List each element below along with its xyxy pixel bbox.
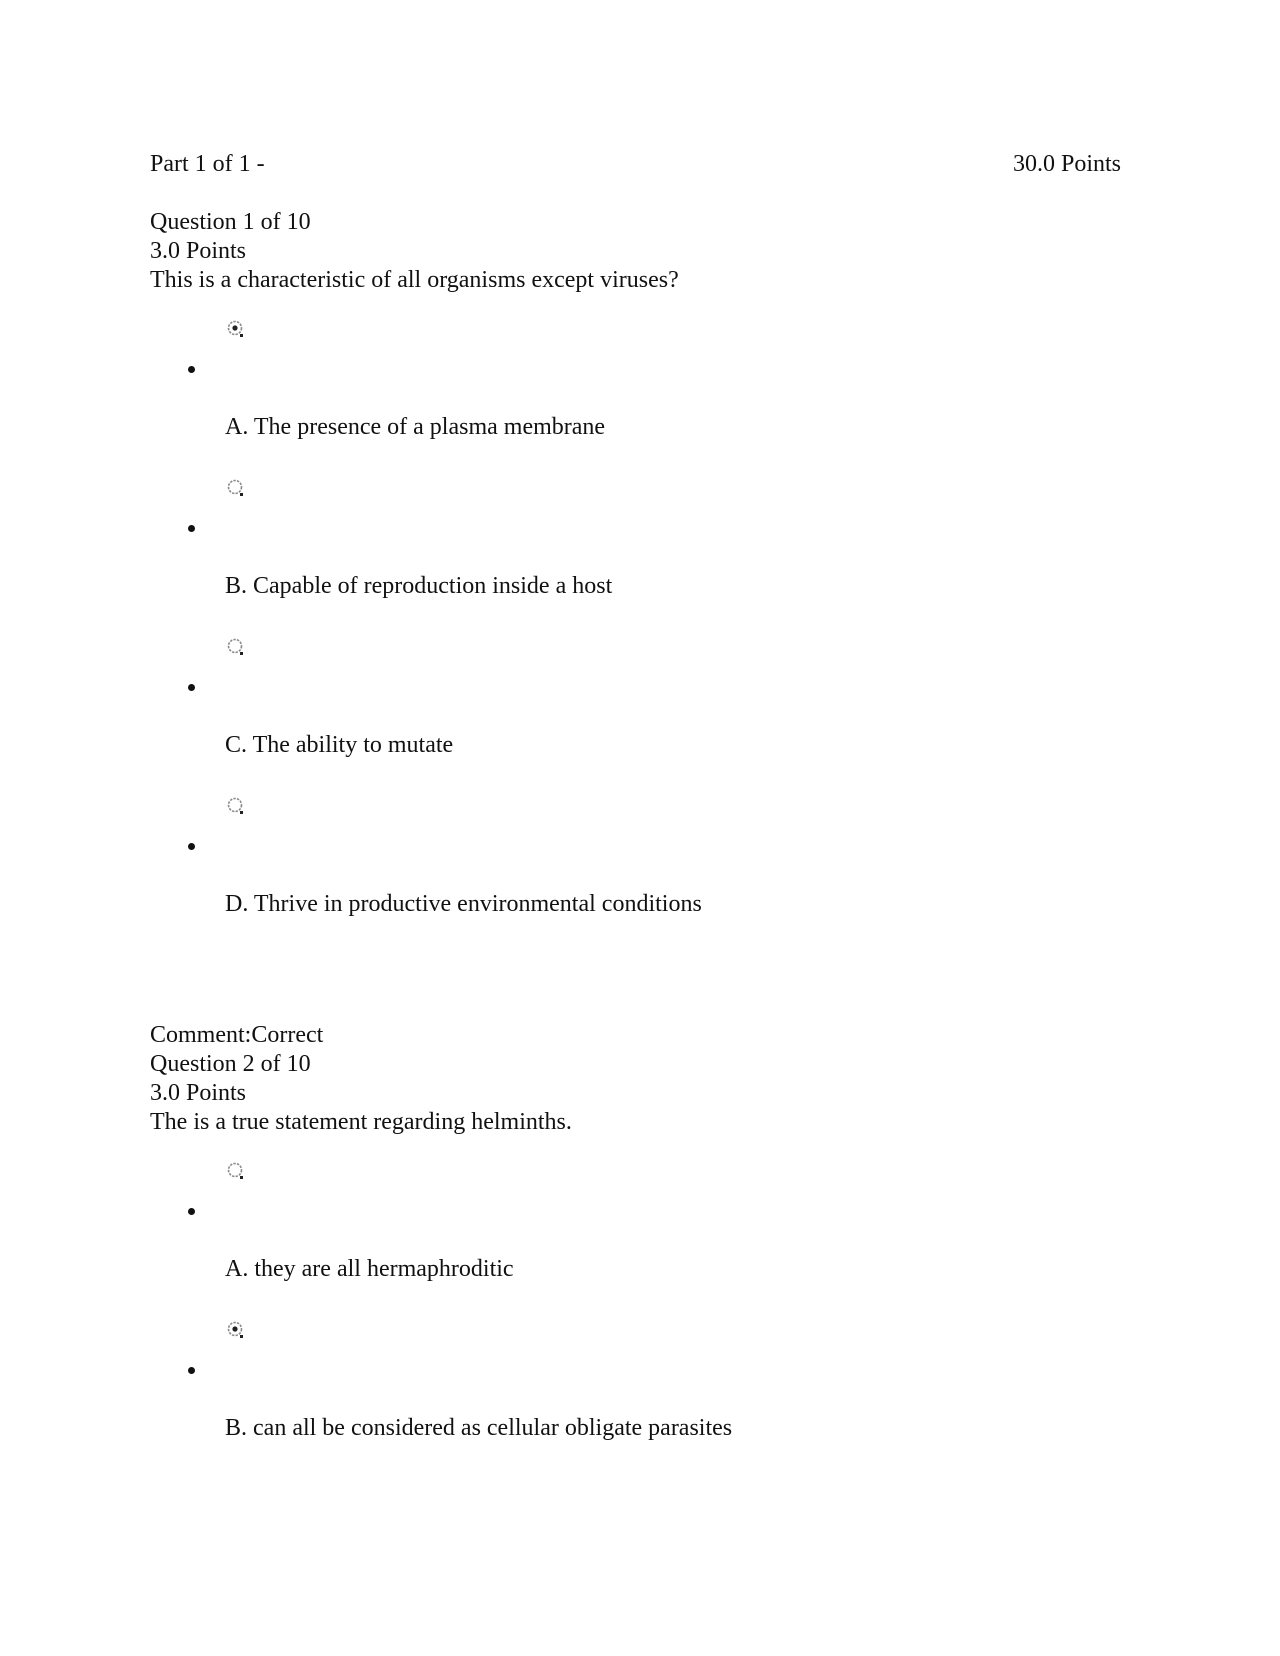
- question-2-number: Question 2 of 10: [150, 1051, 311, 1077]
- question-2-prompt: The is a true statement regarding helminths.: [150, 1109, 572, 1135]
- list-bullet: [188, 843, 195, 850]
- part-label: Part 1 of 1 -: [150, 151, 265, 177]
- question-2-option-a: A. they are all hermaphroditic: [225, 1256, 514, 1282]
- radio-unselected-icon[interactable]: [227, 477, 245, 495]
- list-bullet: [188, 525, 195, 532]
- question-2-points: 3.0 Points: [150, 1080, 247, 1106]
- question-1-prompt: This is a characteristic of all organisms except viruses?: [150, 267, 679, 293]
- list-bullet: [188, 366, 195, 373]
- radio-selected-icon[interactable]: [227, 318, 245, 336]
- list-bullet: [188, 684, 195, 691]
- question-1-option-a: A. The presence of a plasma membrane: [225, 414, 606, 440]
- radio-unselected-icon[interactable]: [227, 1160, 245, 1178]
- part-points: 30.0 Points: [1013, 151, 1122, 177]
- list-bullet: [188, 1367, 195, 1374]
- question-1-option-b: B. Capable of reproduction inside a host: [225, 573, 613, 599]
- question-1-option-d: D. Thrive in productive environmental conditions: [225, 891, 702, 917]
- radio-unselected-icon[interactable]: [227, 795, 245, 813]
- question-1-comment: Comment:Correct: [150, 1022, 324, 1048]
- question-1-option-c: C. The ability to mutate: [225, 732, 454, 758]
- radio-selected-icon[interactable]: [227, 1319, 245, 1337]
- radio-unselected-icon[interactable]: [227, 636, 245, 654]
- list-bullet: [188, 1208, 195, 1215]
- question-1-points: 3.0 Points: [150, 238, 247, 264]
- question-1-number: Question 1 of 10: [150, 209, 311, 235]
- question-2-option-b: B. can all be considered as cellular obligate parasites: [225, 1415, 733, 1441]
